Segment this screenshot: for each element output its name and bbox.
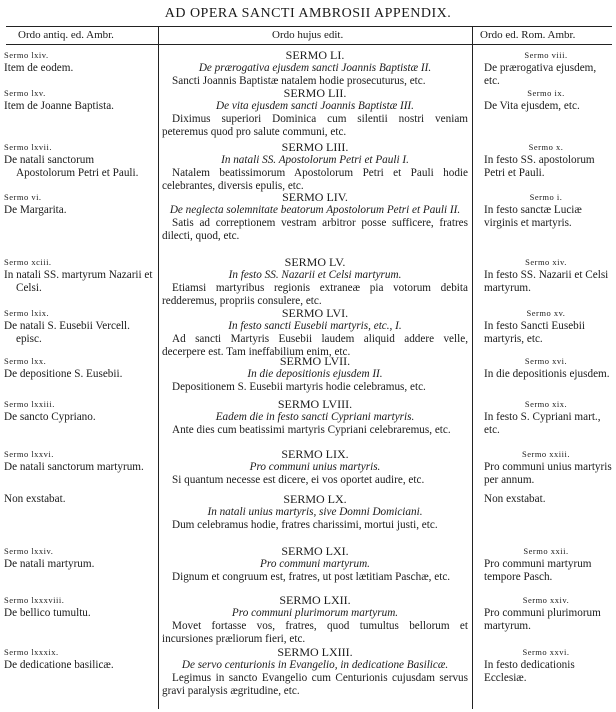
left-entry <box>4 141 154 180</box>
right-entry <box>478 398 614 437</box>
column-header-right: Ordo ed. Rom. Ambr. <box>480 29 576 41</box>
left-sermo-ref: Sermo xciii. <box>4 257 52 267</box>
sermon-subtitle: Pro communi plurimorum martyrum. <box>231 607 399 619</box>
right-sermo-ref: Sermo x. <box>528 142 564 152</box>
right-entry <box>478 448 614 487</box>
right-sermo-ref: Sermo xix. <box>524 399 568 409</box>
left-entry <box>4 355 154 381</box>
sermon-subtitle: In festo SS. Nazarii et Celsi martyrum. <box>228 269 402 281</box>
left-entry <box>4 307 154 346</box>
sermon-subtitle: De vita ejusdem sancti Joannis Baptistæ III. <box>216 100 414 112</box>
left-entry <box>4 646 154 672</box>
right-entry <box>478 493 614 506</box>
sermon-entry <box>162 87 468 139</box>
column-divider-right <box>472 27 473 709</box>
right-sermo-ref: Sermo xvi. <box>524 356 568 366</box>
right-sermo-ref: Sermo xxiii. <box>521 449 571 459</box>
sermon-entry <box>162 493 468 532</box>
sermon-number: SERMO LIII. <box>281 140 349 154</box>
left-entry-title: Item de Joanne Baptista. <box>4 100 114 112</box>
left-entry-title: De natali S. Eusebii Vercell. episc. <box>4 320 130 345</box>
right-entry <box>478 355 614 381</box>
right-entry <box>478 87 614 113</box>
left-entry-title: De bellico tumultu. <box>4 607 91 619</box>
sermon-subtitle: De neglecta solemnitate beatorum Apostolorum Petri et Pauli II. <box>169 204 461 216</box>
sermon-entry <box>162 355 468 394</box>
sermon-number: SERMO LI. <box>285 48 345 62</box>
sermon-subtitle: De prærogativa ejusdem sancti Joannis Baptistæ II. <box>198 62 432 74</box>
sermon-entry <box>162 448 468 487</box>
sermon-incipit: Ad sancti Martyris Eusebii laudem aliquid addere velle, decerpere est. Tam ineffabilium enim, etc. <box>162 333 468 358</box>
left-sermo-ref: Sermo lxix. <box>4 308 50 318</box>
right-sermo-ref: Sermo xxvi. <box>522 647 570 657</box>
left-entry-title: In natali SS. martyrum Nazarii et Celsi. <box>4 269 153 294</box>
header-rule-bottom <box>6 44 612 45</box>
right-entry-title: De Vita ejusdem, etc. <box>484 100 580 112</box>
left-entry-title: De natali martyrum. <box>4 558 95 570</box>
sermon-incipit: Ante dies cum beatissimi martyris Cypriani celebraremus, etc. <box>172 424 451 436</box>
left-sermo-ref: Sermo lxv. <box>4 88 46 98</box>
left-sermo-ref: Sermo lxxxviii. <box>4 595 65 605</box>
left-entry <box>4 49 154 75</box>
right-entry-title: Pro communi martyrum tempore Pasch. <box>484 558 592 583</box>
sermon-incipit: Si quantum necesse est dicere, ei vos oportet audire, etc. <box>172 474 425 486</box>
right-entry-title: In festo SS. apostolorum Petri et Pauli. <box>484 154 595 179</box>
column-header-left: Ordo antiq. ed. Ambr. <box>18 29 114 41</box>
sermon-incipit: Sancti Joannis Baptistæ natalem hodie prosecuturus, etc. <box>172 75 426 87</box>
right-sermo-ref: Sermo viii. <box>524 50 568 60</box>
sermon-incipit: Diximus superiori Dominica cum silentii nostri veniam peteremus quod pro salute communi, etc. <box>162 113 468 138</box>
right-entry-title: In festo Sancti Eusebii martyris, etc. <box>484 320 585 345</box>
sermon-subtitle: Pro communi unius martyris. <box>249 461 381 473</box>
right-entry <box>478 646 614 685</box>
sermon-entry <box>162 545 468 584</box>
sermon-number: SERMO LVIII. <box>277 397 353 411</box>
right-entry <box>478 545 614 584</box>
sermon-subtitle: In natali unius martyris, sive Domni Domiciani. <box>207 506 423 518</box>
sermon-number: SERMO LX. <box>283 492 347 506</box>
sermon-entry <box>162 191 468 243</box>
left-sermo-ref: Sermo lxxiv. <box>4 546 54 556</box>
right-entry <box>478 191 614 230</box>
left-sermo-ref: Sermo vi. <box>4 192 42 202</box>
sermon-subtitle: Eadem die in festo sancti Cypriani martyris. <box>215 411 415 423</box>
sermon-entry <box>162 141 468 193</box>
left-entry-title: Non exstabat. <box>4 493 66 505</box>
sermon-incipit: Etiamsi martyribus regionis extraneæ pia votorum debita redderemus, propriis consulere, etc. <box>162 282 468 307</box>
right-entry <box>478 594 614 633</box>
sermon-number: SERMO LIV. <box>282 190 348 204</box>
right-sermo-ref: Sermo i. <box>529 192 563 202</box>
right-entry <box>478 49 614 88</box>
sermon-incipit: Dignum et congruum est, fratres, ut post lætitiam Paschæ, etc. <box>172 571 451 583</box>
right-entry <box>478 141 614 180</box>
left-entry-title: De Margarita. <box>4 204 67 216</box>
sermon-incipit: Legimus in sancto Evangelio cum Centurionis cujusdam servus gravi paralysis ægritudine, etc. <box>162 672 468 697</box>
sermon-subtitle: In natali SS. Apostolorum Petri et Pauli I. <box>221 154 409 166</box>
right-sermo-ref: Sermo xv. <box>526 308 566 318</box>
left-entry-title: De natali sanctorum Apostolorum Petri et Pauli. <box>4 154 139 179</box>
left-sermo-ref: Sermo lxxxix. <box>4 647 59 657</box>
right-sermo-ref: Sermo xiv. <box>525 257 567 267</box>
sermon-number: SERMO LXIII. <box>277 645 353 659</box>
sermon-subtitle: De servo centurionis in Evangelio, in dedicatione Basilicæ. <box>181 659 449 671</box>
sermon-number: SERMO LXII. <box>279 593 351 607</box>
sermon-entry <box>162 398 468 437</box>
right-entry-title: In festo dedicationis Ecclesiæ. <box>484 659 575 684</box>
sermon-entry <box>162 256 468 308</box>
right-sermo-ref: Sermo xxiv. <box>522 595 570 605</box>
right-sermo-ref: Sermo ix. <box>527 88 565 98</box>
left-sermo-ref: Sermo lxx. <box>4 356 47 366</box>
sermon-subtitle: In die depositionis ejusdem II. <box>247 368 383 380</box>
sermon-incipit: Movet fortasse vos, fratres, quod tumultus bellorum et incursiones præliorum fieri, etc. <box>162 620 468 645</box>
sermon-incipit: Satis ad correptionem vestram arbitror posse sufficere, fratres dilecti, quod, etc. <box>162 217 468 242</box>
left-entry <box>4 493 154 506</box>
sermon-incipit: Depositionem S. Eusebii martyris hodie celebramus, etc. <box>172 381 426 393</box>
right-entry-title: De prærogativa ejusdem, etc. <box>484 62 597 87</box>
sermon-entry <box>162 594 468 646</box>
right-entry-title: In festo S. Cypriani mart., etc. <box>484 411 601 436</box>
sermon-entry <box>162 646 468 698</box>
left-entry <box>4 545 154 571</box>
sermon-number: SERMO LII. <box>283 86 347 100</box>
right-sermo-ref: Sermo xxii. <box>523 546 569 556</box>
left-sermo-ref: Sermo lxxvi. <box>4 449 54 459</box>
left-entry-title: De sancto Cypriano. <box>4 411 96 423</box>
right-entry-title: Non exstabat. <box>484 493 546 505</box>
right-entry-title: In die depositionis ejusdem. <box>484 368 610 380</box>
right-entry-title: In festo SS. Nazarii et Celsi martyrum. <box>484 269 609 294</box>
right-entry <box>478 307 614 346</box>
right-entry-title: In festo sanctæ Luciæ virginis et martyris. <box>484 204 582 229</box>
sermon-incipit: Dum celebramus hodie, fratres charissimi, mortui justi, etc. <box>172 519 438 531</box>
right-entry-title: Pro communi unius martyris per annum. <box>484 461 612 486</box>
left-sermo-ref: Sermo lxxiii. <box>4 399 55 409</box>
sermon-number: SERMO LVI. <box>281 306 349 320</box>
page-title: AD OPERA SANCTI AMBROSII APPENDIX. <box>164 6 452 21</box>
header-rule-top <box>6 26 612 27</box>
sermon-number: SERMO LXI. <box>281 544 349 558</box>
left-entry-title: De depositione S. Eusebii. <box>4 368 123 380</box>
left-entry-title: De dedicatione basilicæ. <box>4 659 114 671</box>
sermon-number: SERMO LV. <box>284 255 346 269</box>
left-entry-title: De natali sanctorum martyrum. <box>4 461 144 473</box>
left-entry <box>4 191 154 217</box>
left-entry <box>4 87 154 113</box>
sermon-entry <box>162 307 468 359</box>
sermon-number: SERMO LVII. <box>279 354 351 368</box>
sermon-number: SERMO LIX. <box>281 447 349 461</box>
sermon-subtitle: In festo sancti Eusebii martyris, etc., I. <box>228 320 402 332</box>
sermon-subtitle: Pro communi martyrum. <box>260 558 370 570</box>
right-entry <box>478 256 614 295</box>
left-entry <box>4 448 154 474</box>
sermon-entry <box>162 49 468 88</box>
left-entry <box>4 256 154 295</box>
left-sermo-ref: Sermo lxvii. <box>4 142 53 152</box>
column-header-middle: Ordo hujus edit. <box>272 29 344 41</box>
left-entry <box>4 594 154 620</box>
right-entry-title: Pro communi plurimorum martyrum. <box>484 607 601 632</box>
left-entry-title: Item de eodem. <box>4 62 74 74</box>
sermon-incipit: Natalem beatissimorum Apostolorum Petri et Pauli hodie celebrantes, diversis epulis, etc. <box>162 167 468 192</box>
left-sermo-ref: Sermo lxiv. <box>4 50 49 60</box>
left-entry <box>4 398 154 424</box>
column-divider-left <box>158 27 159 709</box>
